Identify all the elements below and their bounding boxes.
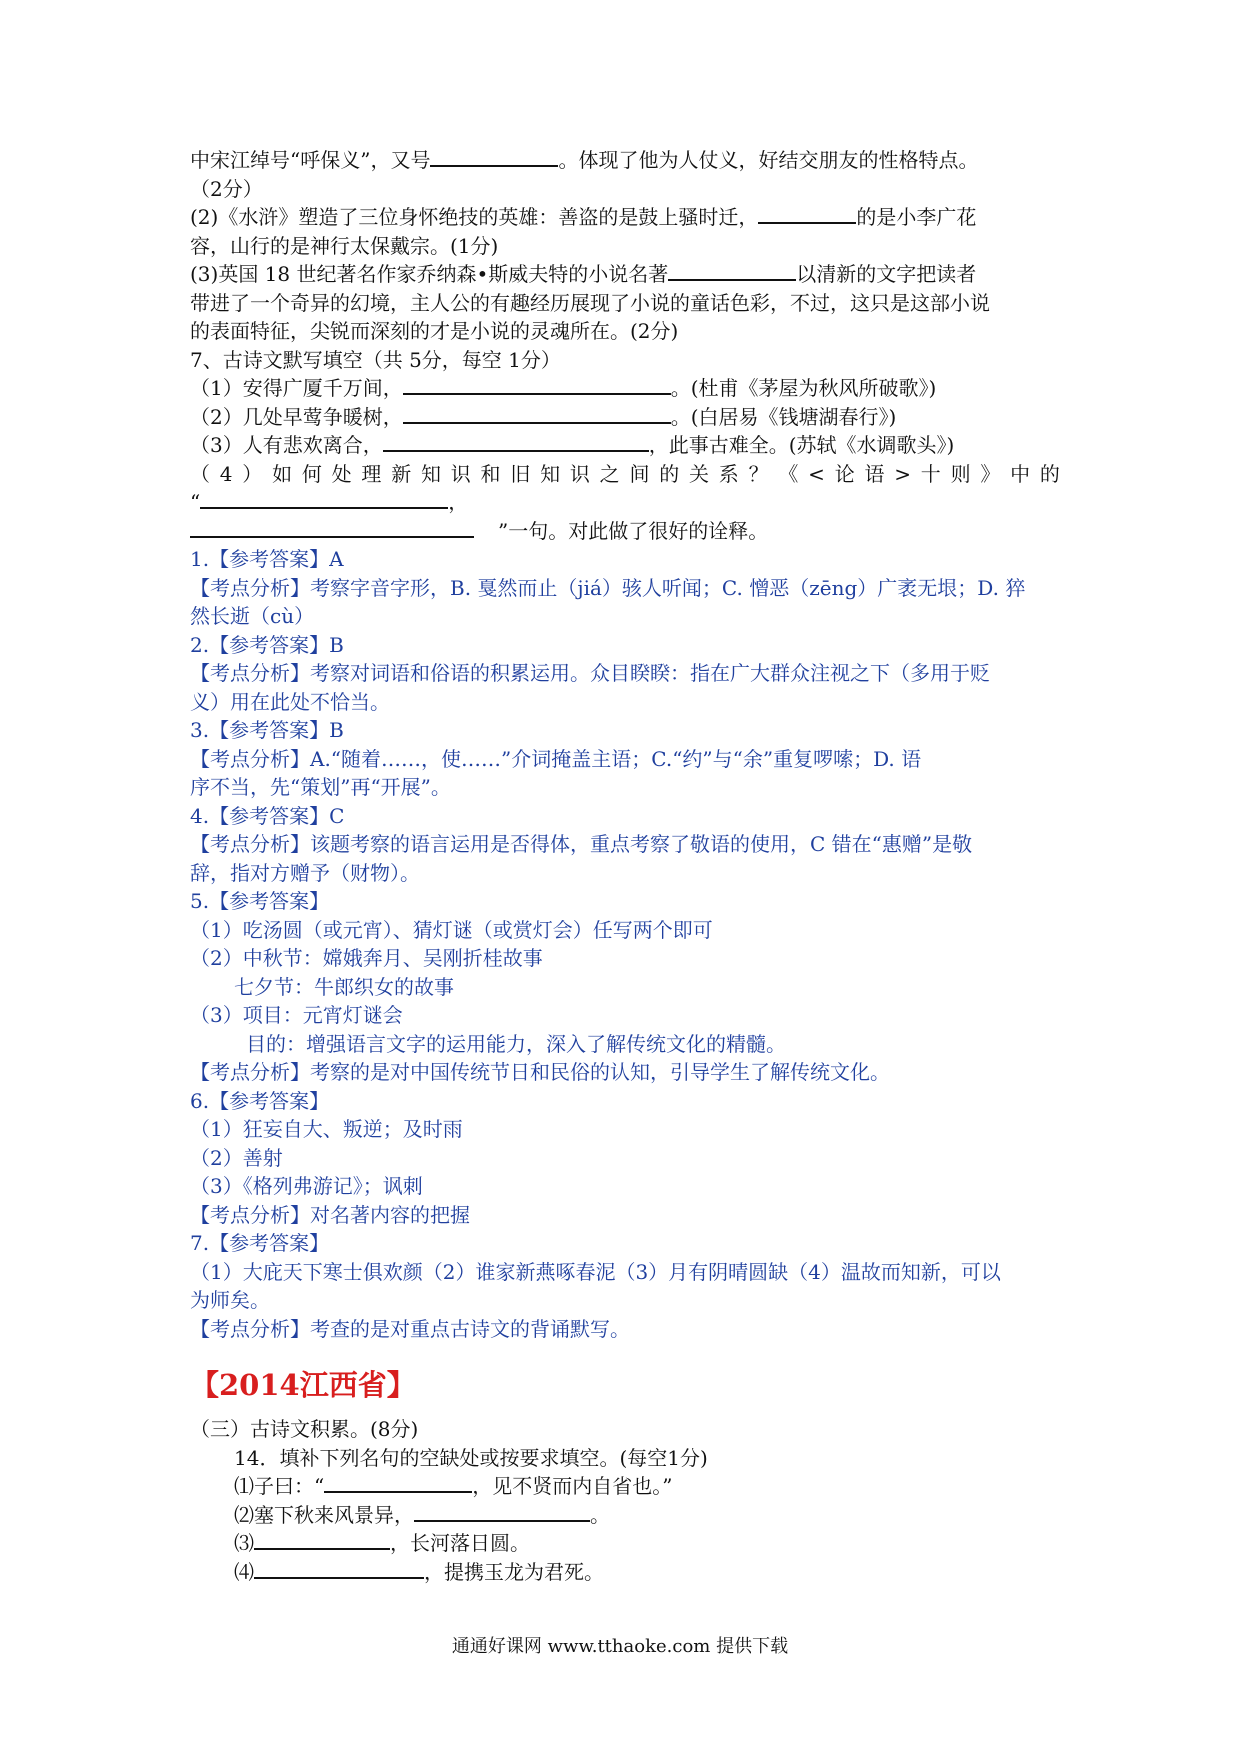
q7-item-4-char: 4 bbox=[219, 461, 233, 486]
q7-item-3-source: ，此事古难全。(苏轼《水调歌头》) bbox=[648, 433, 955, 457]
q7-item-4-char: 识 bbox=[569, 461, 590, 486]
q7-item-4-char: ？ bbox=[748, 461, 769, 486]
q7-item-2-text: （2）几处早莺争暖树， bbox=[190, 404, 403, 429]
q7-item-4-char: 《 bbox=[778, 461, 799, 486]
q6-part3-line3: 的表面特征，尖锐而深刻的才是小说的灵魂所在。(2分) bbox=[190, 319, 679, 343]
answer-6-num: 6.【参考答案】 bbox=[190, 1088, 330, 1113]
section-heading: 【2014江西省】 bbox=[190, 1368, 416, 1402]
answer-blank bbox=[324, 1473, 472, 1493]
answer-5-analysis: 【考点分析】考察的是对中国传统节日和民俗的认知，引导学生了解传统文化。 bbox=[190, 1060, 890, 1084]
answer-blank bbox=[383, 432, 649, 452]
q7-item-4-char: 知 bbox=[420, 461, 441, 486]
q6-part2-line1 bbox=[190, 203, 1060, 232]
answer-5-line-4: （3）项目：元宵灯谜会 bbox=[190, 1003, 403, 1027]
q7-item-4-char: 和 bbox=[480, 461, 501, 486]
answer-3-num: 3.【参考答案】B bbox=[190, 718, 344, 742]
q7-item-4-char: 何 bbox=[301, 461, 322, 486]
q6-text-1a: 中宋江绰号“呼保义”，又号 bbox=[190, 148, 431, 172]
q6-score: （2分） bbox=[190, 176, 263, 201]
answer-blank bbox=[403, 375, 671, 395]
answer-5-line-3: 七夕节：牛郎织女的故事 bbox=[234, 974, 454, 999]
q6-part3-line1 bbox=[190, 260, 1060, 289]
q7-title: 7、古诗文默写填空（共 5分，每空 1分） bbox=[190, 347, 561, 372]
answer-1-analysis-1: 【考点分析】考察字音字形，B. 戛然而止（jiá）骇人听闻；C. 憎恶（zēng）广袤无垠；D. 猝 bbox=[190, 575, 1026, 600]
answer-blank bbox=[668, 261, 796, 281]
section-subtitle: （三）古诗文积累。(8分) bbox=[190, 1417, 419, 1441]
answers-section bbox=[190, 545, 1060, 1343]
answer-1-analysis-2: 然长逝（cù） bbox=[190, 604, 315, 628]
answer-6-line-2: （2）善射 bbox=[190, 1145, 283, 1170]
answer-5-line-5: 目的：增强语言文字的运用能力，深入了解传统文化的精髓。 bbox=[246, 1031, 786, 1056]
q7-item-4-char: 识 bbox=[450, 461, 471, 486]
comma: ， bbox=[448, 490, 469, 514]
q6-part3-line2: 带进了一个奇异的幻境，主人公的有趣经历展现了小说的童话色彩，不过，这只是这部小说 bbox=[190, 290, 990, 315]
q7-item-4-char: 间 bbox=[629, 461, 650, 486]
answer-blank bbox=[190, 518, 474, 538]
q6-part2-text-a: (2)《水浒》塑造了三位身怀绝技的英雄：善盗的是鼓上骚时迁， bbox=[190, 205, 759, 229]
q7-item-4-char: 》 bbox=[980, 461, 1001, 486]
document-body bbox=[190, 146, 1060, 1586]
answer-2-analysis-1: 【考点分析】考察对词语和俗语的积累运用。众目睽睽：指在广大群众注视之下（多用于贬 bbox=[190, 661, 990, 685]
answer-7-analysis: 【考点分析】考查的是对重点古诗文的背诵默写。 bbox=[190, 1316, 630, 1341]
q14-item-4-text: ⑷ bbox=[234, 1559, 254, 1584]
answer-blank bbox=[430, 147, 558, 167]
answer-4-num: 4.【参考答案】C bbox=[190, 803, 345, 828]
q7-item-4-char: 之 bbox=[599, 461, 620, 486]
q7-item-4-line2 bbox=[190, 488, 1060, 517]
q14-item-3-text: ⑶ bbox=[234, 1531, 254, 1555]
q7-item-4-char: 关 bbox=[689, 461, 710, 486]
q7-item-3-text: （3）人有悲欢离合， bbox=[190, 433, 383, 457]
answer-7-num: 7.【参考答案】 bbox=[190, 1231, 330, 1255]
answer-6-line-1: （1）狂妄自大、叛逆；及时雨 bbox=[190, 1117, 463, 1141]
q6-part2-text-b: 的是小李广花 bbox=[856, 205, 977, 229]
q14-item-1-tail: ，见不贤而内自省也。” bbox=[472, 1474, 673, 1498]
q7-item-4-char: 新 bbox=[391, 461, 412, 486]
q7-item-2-source: 。(白居易《钱塘湖春行》) bbox=[670, 404, 897, 429]
q7-item-4-char: （ bbox=[190, 461, 210, 486]
q7-item-4-char: ） bbox=[242, 461, 263, 486]
q6-part2-line2: 容，山行的是神行太保戴宗。(1分) bbox=[190, 233, 499, 258]
q14-item-3-tail: ，长河落日圆。 bbox=[390, 1531, 530, 1555]
q14-item-2 bbox=[190, 1501, 1060, 1530]
q14-item-2-tail: 。 bbox=[590, 1502, 610, 1527]
q6-part3-text-b: 以清新的文字把读者 bbox=[796, 262, 977, 286]
q7-item-4-tail: ”一句。对此做了很好的诠释。 bbox=[498, 518, 769, 543]
q7-item-4-char: 语 bbox=[864, 461, 885, 486]
q7-item-4-char: < bbox=[808, 461, 825, 486]
q7-item-1-source: 。(杜甫《茅屋为秋风所破歌》) bbox=[670, 376, 937, 400]
q7-item-4-char: 的 bbox=[1039, 461, 1060, 486]
answer-3-analysis-1: 【考点分析】A.“随着……，使……”介词掩盖主语；C.“约”与“余”重复啰嗦；D. 语 bbox=[190, 746, 922, 771]
answer-blank bbox=[758, 204, 856, 224]
answer-6-analysis: 【考点分析】对名著内容的把握 bbox=[190, 1202, 470, 1227]
q7-item-4-line3 bbox=[190, 517, 1060, 546]
q7-item-1 bbox=[190, 374, 1060, 403]
q7-item-4-char: 中 bbox=[1010, 461, 1031, 486]
open-quote: “ bbox=[190, 490, 201, 514]
answer-4-analysis-2: 辞，指对方赠予（财物）。 bbox=[190, 860, 420, 885]
q6-part3-text-a: (3)英国 18 世纪著名作家乔纳森•斯威夫特的小说名著 bbox=[190, 262, 669, 286]
q7-item-4-line1 bbox=[190, 460, 1060, 489]
q7-item-4-char: 论 bbox=[834, 461, 855, 486]
answer-3-analysis-2: 序不当，先“策划”再“开展”。 bbox=[190, 775, 451, 799]
page-footer: 通通好课网 www.tthaoke.com 提供下载 bbox=[451, 1636, 789, 1657]
answer-5-line-2: （2）中秋节：嫦娥奔月、吴刚折桂故事 bbox=[190, 946, 543, 970]
q7-item-1-text: （1）安得广厦千万间， bbox=[190, 376, 403, 400]
answer-2-analysis-2: 义）用在此处不恰当。 bbox=[190, 689, 390, 714]
q6-text-1b: 。体现了他为人仗义，好结交朋友的性格特点。 bbox=[558, 148, 979, 172]
q7-item-2 bbox=[190, 403, 1060, 432]
q7-item-3 bbox=[190, 431, 1060, 460]
q7-item-4-char: 如 bbox=[272, 461, 293, 486]
answer-1-num: 1.【参考答案】A bbox=[190, 547, 344, 571]
answer-6-line-3: （3）《格列弗游记》；讽刺 bbox=[190, 1174, 423, 1198]
answer-5-line-1: （1）吃汤圆（或元宵）、猜灯谜（或赏灯会）任写两个即可 bbox=[190, 917, 713, 942]
answer-4-analysis-1: 【考点分析】该题考察的语言运用是否得体，重点考察了敬语的使用，C 错在“惠赠”是敬 bbox=[190, 832, 973, 856]
q14-item-4-tail: ，提携玉龙为君死。 bbox=[424, 1559, 604, 1584]
answer-7-line-1: （1）大庇天下寒士俱欢颜（2）谁家新燕啄春泥（3）月有阴晴圆缺（4）温故而知新，可以 bbox=[190, 1259, 1001, 1284]
q7-item-4-char: 理 bbox=[361, 461, 382, 486]
q7-item-4-char: 则 bbox=[950, 461, 971, 486]
q7-item-4-char: 处 bbox=[331, 461, 352, 486]
q7-item-4-char: 旧 bbox=[510, 461, 531, 486]
q7-item-4-char: 的 bbox=[659, 461, 680, 486]
q7-item-4-char: 知 bbox=[540, 461, 561, 486]
answer-5-num: 5.【参考答案】 bbox=[190, 889, 330, 913]
q14-item-1 bbox=[190, 1472, 1060, 1501]
q14-item-4 bbox=[190, 1558, 1060, 1587]
answer-2-num: 2.【参考答案】B bbox=[190, 632, 344, 657]
answer-7-line-2: 为师矣。 bbox=[190, 1288, 270, 1312]
answer-blank bbox=[254, 1530, 390, 1550]
q7-item-4-char: 十 bbox=[920, 461, 941, 486]
question-14: 14．填补下列名句的空缺处或按要求填空。(每空1分) bbox=[234, 1445, 708, 1470]
answer-blank bbox=[254, 1559, 424, 1579]
q14-item-3 bbox=[190, 1529, 1060, 1558]
q14-item-2-text: ⑵塞下秋来风景异， bbox=[234, 1502, 414, 1527]
answer-blank bbox=[403, 404, 671, 424]
q14-item-1-text: ⑴子曰：“ bbox=[234, 1474, 325, 1498]
q6-line-1 bbox=[190, 146, 1060, 175]
q7-item-4-char: > bbox=[894, 461, 912, 486]
q7-item-4-char: 系 bbox=[718, 461, 739, 486]
answer-blank bbox=[200, 489, 448, 509]
answer-blank bbox=[414, 1502, 590, 1522]
